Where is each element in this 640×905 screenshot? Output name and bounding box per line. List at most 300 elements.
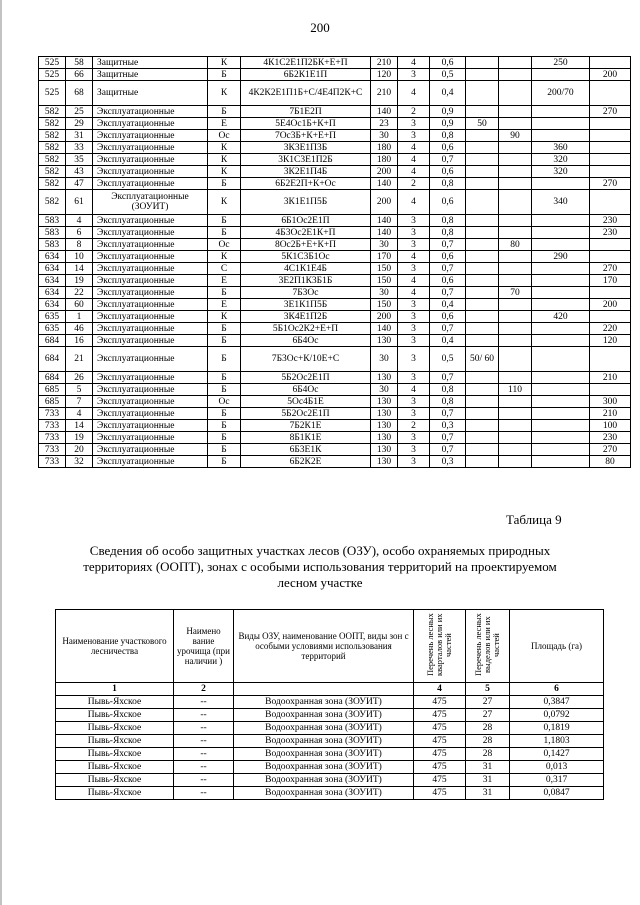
table-cell: Эксплуатационные (93, 299, 208, 311)
table-cell: 3К3Е1П3Б (241, 142, 371, 154)
table-cell: 19 (66, 432, 93, 444)
col-num (234, 683, 414, 696)
table-row (39, 178, 631, 190)
table-cell: 31 (466, 761, 510, 774)
table-cell (590, 118, 631, 130)
table-cell (532, 275, 590, 287)
table-cell (532, 118, 590, 130)
table-cell (466, 263, 499, 275)
table-cell: 30 (371, 287, 398, 299)
table-row (39, 287, 631, 299)
table-cell (466, 335, 499, 347)
table-row (56, 735, 604, 748)
table-cell: 150 (371, 299, 398, 311)
table-cell: 14 (66, 420, 93, 432)
table-cell (532, 335, 590, 347)
table-cell: 4 (398, 166, 430, 178)
table-cell (466, 456, 499, 468)
table-cell: 200 (371, 190, 398, 215)
table-cell (499, 142, 532, 154)
table-row (39, 69, 631, 81)
table-cell: 130 (371, 420, 398, 432)
table-cell (499, 106, 532, 118)
table-cell (466, 420, 499, 432)
table-row (39, 263, 631, 275)
table-cell (466, 408, 499, 420)
table-cell (499, 420, 532, 432)
scan-edge (0, 0, 2, 905)
table-cell: 475 (414, 696, 466, 709)
table-cell: Б (208, 287, 241, 299)
table-cell: Эксплуатационные (93, 275, 208, 287)
table-cell: 1 (66, 311, 93, 323)
table-cell: Б (208, 384, 241, 396)
table-cell: 16 (66, 335, 93, 347)
table-cell: Е (208, 118, 241, 130)
table-cell: 525 (39, 69, 66, 81)
table-cell (532, 299, 590, 311)
table-cell (466, 251, 499, 263)
table-cell: 7Б3Ос+К/10Е+С (241, 347, 371, 372)
table-cell: 80 (590, 456, 631, 468)
table-cell (532, 384, 590, 396)
table-row (39, 335, 631, 347)
table-cell: 200 (590, 69, 631, 81)
table-cell (466, 396, 499, 408)
table-cell (499, 251, 532, 263)
table-row (39, 347, 631, 372)
table-cell: 733 (39, 420, 66, 432)
table-cell: Эксплуатационные (93, 311, 208, 323)
table-cell: 0,0847 (510, 787, 604, 800)
table-cell: -- (174, 748, 234, 761)
table-cell: 0,3847 (510, 696, 604, 709)
table-cell: 3 (398, 215, 430, 227)
table-cell: 33 (66, 142, 93, 154)
table-cell: 3 (398, 408, 430, 420)
table-label: Таблица 9 (506, 512, 562, 527)
table-cell: 0,7 (430, 287, 466, 299)
table-cell: 140 (371, 323, 398, 335)
table-cell: 270 (590, 106, 631, 118)
table-cell: Эксплуатационные (93, 166, 208, 178)
table-cell: 684 (39, 347, 66, 372)
table-cell: 733 (39, 432, 66, 444)
table-cell: 3 (398, 323, 430, 335)
table-row (39, 275, 631, 287)
table-cell (532, 106, 590, 118)
table-cell (499, 227, 532, 239)
table-cell: 4 (398, 81, 430, 106)
table-cell: 0,8 (430, 215, 466, 227)
table-cell (499, 178, 532, 190)
table-cell: 475 (414, 709, 466, 722)
table-cell: Водоохранная зона (ЗОУИТ) (234, 761, 414, 774)
table-cell: 582 (39, 154, 66, 166)
table-cell: Б (208, 432, 241, 444)
table-cell: 110 (499, 384, 532, 396)
table-cell: Эксплуатационные (93, 396, 208, 408)
table-cell (590, 142, 631, 154)
table-cell: 4 (66, 408, 93, 420)
table-cell (466, 106, 499, 118)
table-cell: 635 (39, 323, 66, 335)
table-cell: 4 (398, 287, 430, 299)
table-cell (499, 311, 532, 323)
table-cell: 130 (371, 432, 398, 444)
table-row (56, 748, 604, 761)
table-cell: 150 (371, 275, 398, 287)
header-quarters-text: Перечень лесных кварталов или их частей (425, 613, 453, 677)
header-plots (466, 610, 510, 683)
table-cell (499, 396, 532, 408)
table-cell: 340 (532, 190, 590, 215)
table-cell (532, 215, 590, 227)
table-cell: Б (208, 444, 241, 456)
table-row (39, 118, 631, 130)
table-cell (590, 81, 631, 106)
table-cell (590, 57, 631, 69)
table-cell: 120 (371, 69, 398, 81)
table-cell: 475 (414, 787, 466, 800)
table-cell (466, 227, 499, 239)
table-cell: 475 (414, 722, 466, 735)
table-cell (466, 275, 499, 287)
table-cell: 3 (398, 263, 430, 275)
section-title: Сведения об особо защитных участках лесов (ОЗУ), особо охраняемых природных территориях (ООПТ), зонах с особыми использования территорий на проектируемом лесном участке (83, 543, 557, 590)
table-cell: 0,8 (430, 227, 466, 239)
table-cell: К (208, 166, 241, 178)
table-cell (466, 57, 499, 69)
table-cell: 250 (532, 57, 590, 69)
table-cell: 1,1803 (510, 735, 604, 748)
table-cell: 3 (398, 299, 430, 311)
table-cell (590, 251, 631, 263)
table-cell: 0,7 (430, 408, 466, 420)
table-cell: Эксплуатационные (93, 444, 208, 456)
table-cell: 4 (398, 275, 430, 287)
table-cell: Водоохранная зона (ЗОУИТ) (234, 748, 414, 761)
table-cell (532, 227, 590, 239)
col-num: 4 (414, 683, 466, 696)
table-cell: 5Е4Ос1Б+К+П (241, 118, 371, 130)
table-row (39, 311, 631, 323)
table-cell: Пывь-Яхское (56, 748, 174, 761)
table-cell: 32 (66, 456, 93, 468)
table-cell (532, 444, 590, 456)
table-cell (532, 396, 590, 408)
table-cell: 0,9 (430, 118, 466, 130)
table-cell: 200 (371, 166, 398, 178)
table-cell (499, 215, 532, 227)
table-cell (499, 372, 532, 384)
table-cell: Эксплуатационные (93, 239, 208, 251)
table-cell (466, 384, 499, 396)
table-cell: 220 (590, 323, 631, 335)
table-cell: 270 (590, 444, 631, 456)
table-cell (532, 408, 590, 420)
table-cell: 31 (66, 130, 93, 142)
table-cell (532, 263, 590, 275)
table-cell: Б (208, 178, 241, 190)
table-cell (532, 287, 590, 299)
table-cell: 3 (398, 456, 430, 468)
table-cell: К (208, 251, 241, 263)
table-cell (499, 432, 532, 444)
table-cell: 5Ос4Б1Е (241, 396, 371, 408)
table-cell: 525 (39, 81, 66, 106)
table-cell (532, 420, 590, 432)
table-cell: Эксплуатационные (93, 154, 208, 166)
table-cell: 3 (398, 118, 430, 130)
table-cell: -- (174, 761, 234, 774)
table-cell: 90 (499, 130, 532, 142)
table-cell: К (208, 142, 241, 154)
table-cell (590, 287, 631, 299)
table-cell: 0,7 (430, 323, 466, 335)
table-cell: 4 (398, 384, 430, 396)
table-cell: 4 (398, 154, 430, 166)
table-cell: 475 (414, 748, 466, 761)
table-cell: 30 (371, 239, 398, 251)
table-cell: 270 (590, 178, 631, 190)
table-cell: 3Е1К1П5Б (241, 299, 371, 311)
table-cell: 3 (398, 432, 430, 444)
table-cell: 0,6 (430, 57, 466, 69)
table-row (56, 696, 604, 709)
table-row (39, 215, 631, 227)
table-cell: 685 (39, 384, 66, 396)
table-cell: 200 (590, 299, 631, 311)
table-cell: Ос (208, 239, 241, 251)
table-cell: Б (208, 335, 241, 347)
table-cell: Пывь-Яхское (56, 696, 174, 709)
table-cell: 733 (39, 444, 66, 456)
table-cell: 80 (499, 239, 532, 251)
table-cell: 582 (39, 130, 66, 142)
table-cell: 130 (371, 372, 398, 384)
table-cell: 10 (66, 251, 93, 263)
table-cell: -- (174, 722, 234, 735)
table-cell (499, 81, 532, 106)
table-cell: Б (208, 323, 241, 335)
table-cell: Эксплуатационные (93, 215, 208, 227)
table-cell: Б (208, 347, 241, 372)
table-cell: 0,6 (430, 190, 466, 215)
table-row (39, 396, 631, 408)
table-cell: 3 (398, 347, 430, 372)
table-cell (466, 372, 499, 384)
table-cell: Водоохранная зона (ЗОУИТ) (234, 722, 414, 735)
table-cell: 3 (398, 335, 430, 347)
table-cell: 0,1427 (510, 748, 604, 761)
table-cell: 634 (39, 251, 66, 263)
table-row (56, 774, 604, 787)
col-num: 2 (174, 683, 234, 696)
table-cell: 290 (532, 251, 590, 263)
table-cell: 320 (532, 154, 590, 166)
protected-areas-table (55, 609, 604, 800)
header-tract: Наимено вание урочища (при наличии ) (174, 610, 234, 683)
table-cell: Пывь-Яхское (56, 709, 174, 722)
table-cell: Эксплуатационные (93, 408, 208, 420)
table-cell (466, 287, 499, 299)
table-cell: Б (208, 106, 241, 118)
table-cell: 0,7 (430, 372, 466, 384)
table-cell: 7Б2К1Е (241, 420, 371, 432)
table-cell: -- (174, 735, 234, 748)
table-cell: 634 (39, 275, 66, 287)
table-cell: Эксплуатационные (93, 178, 208, 190)
table-cell: 300 (590, 396, 631, 408)
table-cell (532, 456, 590, 468)
table-row (39, 408, 631, 420)
table-cell: Б (208, 456, 241, 468)
table-cell: 43 (66, 166, 93, 178)
table-cell: 200 (371, 311, 398, 323)
table-cell: 6Б2Е2П+К+Ос (241, 178, 371, 190)
table-cell: 475 (414, 774, 466, 787)
table-row (39, 239, 631, 251)
table-cell: 4С1К1Е4Б (241, 263, 371, 275)
table-cell: Эксплуатационные (93, 347, 208, 372)
table-cell: 5Б1Ос2К2+Е+П (241, 323, 371, 335)
table-cell (499, 69, 532, 81)
table-cell: 3К1Е1П5Б (241, 190, 371, 215)
table-row (39, 323, 631, 335)
table-cell: 0,5 (430, 69, 466, 81)
table-cell (466, 178, 499, 190)
table-row (39, 372, 631, 384)
table-cell: 210 (590, 372, 631, 384)
table-cell: К (208, 57, 241, 69)
table-cell (532, 69, 590, 81)
table-cell: 0,317 (510, 774, 604, 787)
table-cell (532, 178, 590, 190)
header-area: Площадь (га) (510, 610, 604, 683)
table-cell: 21 (66, 347, 93, 372)
table-cell: 0,4 (430, 335, 466, 347)
table-cell: 6Б2К2Е (241, 456, 371, 468)
table-cell: 8Ос2Б+Е+К+П (241, 239, 371, 251)
table-row (39, 299, 631, 311)
table-cell (499, 456, 532, 468)
table-cell (590, 166, 631, 178)
table-row (39, 432, 631, 444)
table-cell: 0,4 (430, 81, 466, 106)
table-cell: 8Б1К1Е (241, 432, 371, 444)
table-cell: Эксплуатационные (93, 130, 208, 142)
table-cell: Эксплуатационные (93, 372, 208, 384)
table-row (39, 444, 631, 456)
table-cell: 27 (466, 709, 510, 722)
table-cell (499, 154, 532, 166)
table-row (39, 81, 631, 106)
header-row (56, 610, 604, 683)
table-cell: 360 (532, 142, 590, 154)
table-cell: 46 (66, 323, 93, 335)
table-cell: 60 (66, 299, 93, 311)
table-cell: 70 (499, 287, 532, 299)
table-cell: 634 (39, 263, 66, 275)
table-cell: Эксплуатационные (93, 263, 208, 275)
table-cell: 150 (371, 263, 398, 275)
table-cell: Эксплуатационные (93, 227, 208, 239)
table-cell (590, 384, 631, 396)
table-cell: 3 (398, 227, 430, 239)
table-cell: 0,1819 (510, 722, 604, 735)
table-cell: 30 (371, 384, 398, 396)
table-cell: 582 (39, 106, 66, 118)
table-cell: 22 (66, 287, 93, 299)
table-cell: Защитные (93, 69, 208, 81)
table-cell: С (208, 263, 241, 275)
table-row (39, 420, 631, 432)
table-cell: 130 (371, 408, 398, 420)
table-cell: 733 (39, 456, 66, 468)
table-cell (466, 154, 499, 166)
table-cell (499, 118, 532, 130)
table-cell: К (208, 81, 241, 106)
table-row (39, 154, 631, 166)
table-cell: 0,6 (430, 311, 466, 323)
table-cell: 320 (532, 166, 590, 178)
table-cell: 7Ос3Б+К+Е+П (241, 130, 371, 142)
table-cell: 230 (590, 432, 631, 444)
table-cell (499, 335, 532, 347)
table-cell: 475 (414, 735, 466, 748)
table-cell (499, 323, 532, 335)
table-cell: 4 (398, 57, 430, 69)
table-cell: 634 (39, 299, 66, 311)
table-cell: 6Б3Е1К (241, 444, 371, 456)
table-cell (466, 142, 499, 154)
table-cell: 6Б1Ос2Е1П (241, 215, 371, 227)
table-cell: 685 (39, 396, 66, 408)
table-cell: Б (208, 420, 241, 432)
table-cell: 130 (371, 444, 398, 456)
table-cell: Эксплуатационные (93, 420, 208, 432)
table-cell: Эксплуатационные (ЗОУИТ) (93, 190, 208, 215)
table-cell: 3 (398, 444, 430, 456)
table-cell: 0,6 (430, 166, 466, 178)
table-cell: 420 (532, 311, 590, 323)
table-cell: 582 (39, 190, 66, 215)
table-cell: Б (208, 372, 241, 384)
table-cell: 230 (590, 215, 631, 227)
table-cell: 475 (414, 761, 466, 774)
table-cell: 6Б4Ос (241, 335, 371, 347)
header-forestry: Наименование участкового лесничества (56, 610, 174, 683)
table-cell: 30 (371, 130, 398, 142)
table-cell: 0,8 (430, 130, 466, 142)
table-cell: 30 (371, 347, 398, 372)
table-cell: 0,8 (430, 384, 466, 396)
table-cell: 58 (66, 57, 93, 69)
table-cell: 6Б2К1Е1П (241, 69, 371, 81)
table-row (39, 57, 631, 69)
table-cell: 0,7 (430, 154, 466, 166)
table-cell: 31 (466, 787, 510, 800)
table-cell: 0,0792 (510, 709, 604, 722)
table-cell: 26 (66, 372, 93, 384)
table-cell: 210 (590, 408, 631, 420)
col-num: 5 (466, 683, 510, 696)
table-cell: 28 (466, 722, 510, 735)
table-cell: 35 (66, 154, 93, 166)
table-cell (499, 275, 532, 287)
table-cell: 0,7 (430, 432, 466, 444)
